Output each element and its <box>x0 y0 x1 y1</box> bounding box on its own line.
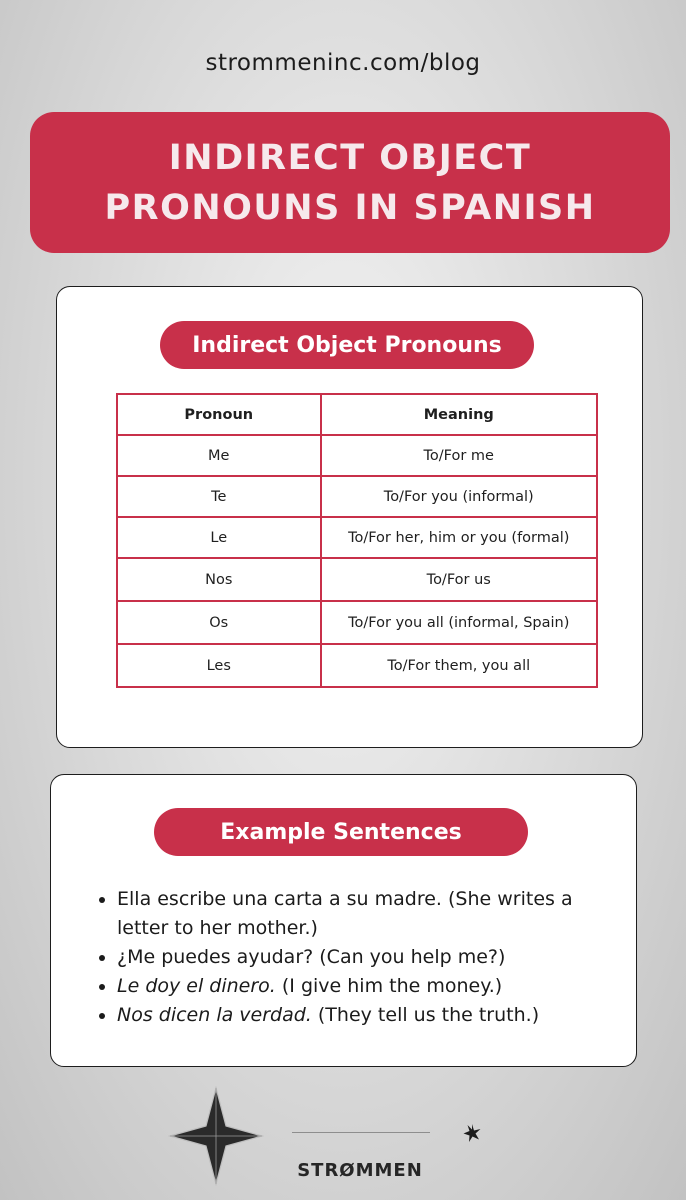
column-header-meaning: Meaning <box>321 394 597 435</box>
table-row <box>117 644 597 687</box>
example-spanish: Le doy el dinero. <box>117 975 276 997</box>
table-row <box>117 558 597 601</box>
meaning-cell: To/For her, him or you (formal) <box>321 517 597 558</box>
examples-card <box>50 774 637 1067</box>
example-spanish: Nos dicen la verdad. <box>117 1004 312 1026</box>
four-point-star-icon <box>168 1086 264 1186</box>
example-english: (Can you help me?) <box>319 946 506 968</box>
pronoun-cell: Les <box>117 644 321 687</box>
list-item <box>117 972 617 1001</box>
examples-heading: Example Sentences <box>154 808 528 856</box>
title-banner <box>30 112 670 253</box>
table-row <box>117 476 597 517</box>
list-item <box>117 885 617 943</box>
example-spanish: ¿Me puedes ayudar? <box>117 946 314 968</box>
footer-divider <box>292 1132 430 1133</box>
meaning-cell: To/For them, you all <box>321 644 597 687</box>
example-english: (She writes a letter to her mother.) <box>117 888 573 939</box>
list-item <box>117 943 617 972</box>
pronoun-table-heading: Indirect Object Pronouns <box>160 321 534 369</box>
example-spanish: Ella escribe una carta a su madre. <box>117 888 442 910</box>
brand-wordmark: STRØMMEN <box>297 1160 423 1181</box>
pronoun-table-card <box>56 286 643 748</box>
footer <box>0 1080 686 1200</box>
title-line-1: INDIRECT OBJECT <box>168 137 532 178</box>
table-row <box>117 601 597 644</box>
column-header-pronoun: Pronoun <box>117 394 321 435</box>
list-item <box>117 1001 617 1030</box>
title-line-2: PRONOUNS IN SPANISH <box>104 187 596 228</box>
table-header-row <box>117 394 597 435</box>
example-english: (I give him the money.) <box>281 975 503 997</box>
meaning-cell: To/For me <box>321 435 597 476</box>
pronoun-cell: Os <box>117 601 321 644</box>
table-row <box>117 435 597 476</box>
pronoun-table <box>116 393 598 688</box>
example-english: (They tell us the truth.) <box>317 1004 540 1026</box>
meaning-cell: To/For you all (informal, Spain) <box>321 601 597 644</box>
meaning-cell: To/For you (informal) <box>321 476 597 517</box>
pronoun-cell: Te <box>117 476 321 517</box>
small-star-icon <box>463 1124 481 1142</box>
pronoun-cell: Nos <box>117 558 321 601</box>
pronoun-cell: Me <box>117 435 321 476</box>
examples-list <box>99 885 617 1030</box>
pronoun-cell: Le <box>117 517 321 558</box>
meaning-cell: To/For us <box>321 558 597 601</box>
table-row <box>117 517 597 558</box>
site-url: strommeninc.com/blog <box>205 50 481 76</box>
